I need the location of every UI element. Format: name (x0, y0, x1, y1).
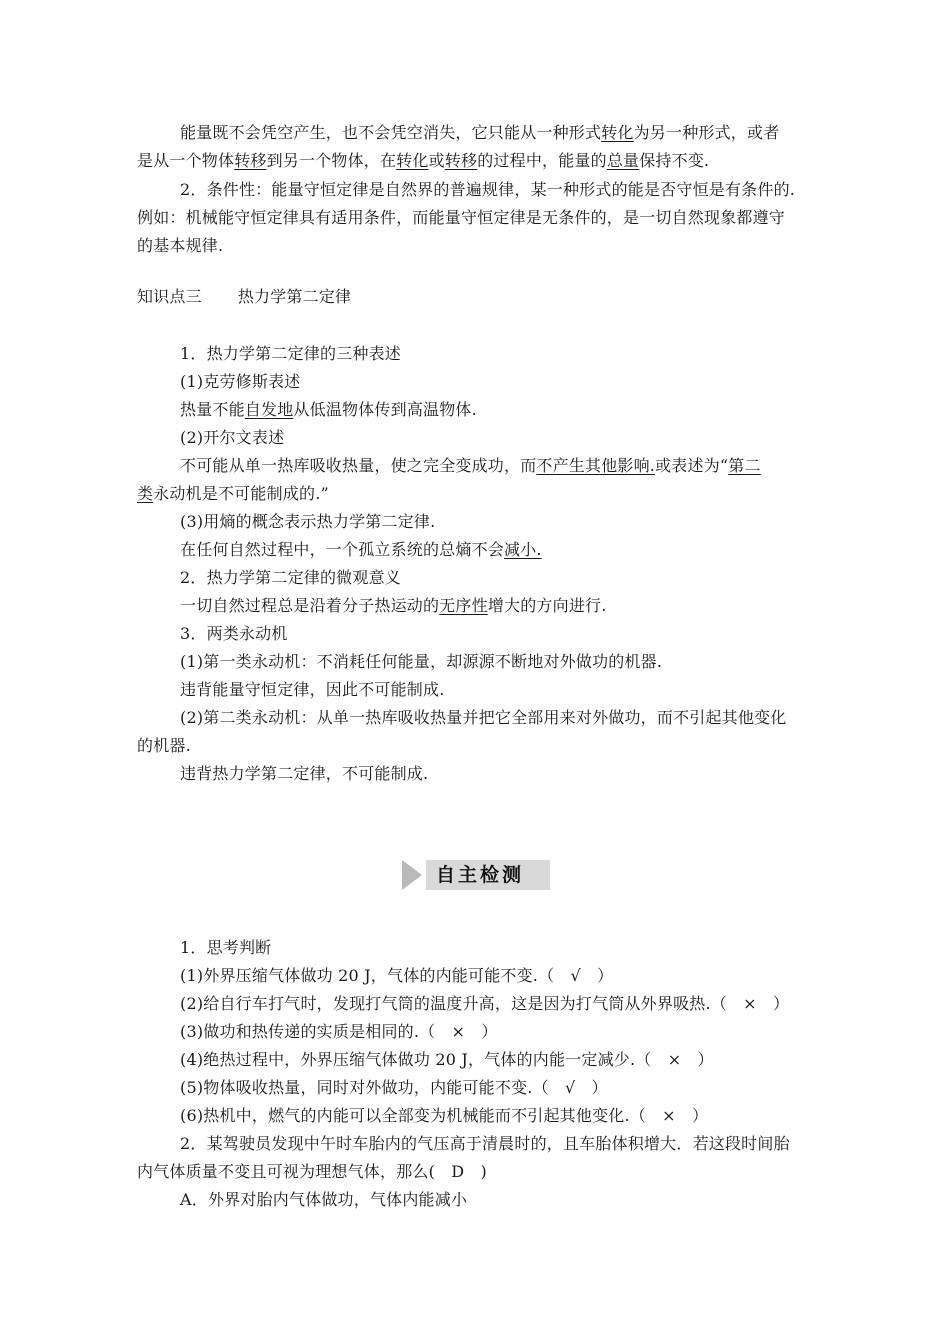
list-item: 3．两类永动机 (180, 624, 288, 643)
paragraph-line (180, 540, 542, 560)
paragraph-line: 违背能量守恒定律，因此不可能制成. (180, 680, 445, 699)
paragraph-line (137, 151, 709, 171)
text: 或表述为“ (655, 456, 729, 475)
text: 为另一种形式，或者 (633, 123, 780, 142)
text: 保持不变. (639, 151, 710, 170)
question-item: (2)给自行车打气时，发现打气筒的温度升高，这是因为打气筒从外界吸热.（ × ） (180, 994, 790, 1013)
arrow-icon (402, 860, 422, 890)
paragraph-line (180, 456, 761, 476)
list-item: 2．热力学第二定律的微观意义 (180, 568, 401, 587)
text: 到另一个物体，在 (266, 151, 397, 170)
underlined-text: 转移 (444, 151, 478, 170)
text: 从低温物体传到高温物体. (293, 400, 477, 419)
underlined-text: 无序性 (439, 596, 488, 615)
paragraph-line: 违背热力学第二定律，不可能制成. (180, 764, 429, 783)
question-item: (4)绝热过程中，外界压缩气体做功 20 J，气体的内能一定减少.（ × ） (180, 1050, 714, 1069)
underlined-text: 不产生其他影响. (536, 456, 656, 475)
paragraph-line (137, 484, 329, 504)
question-item: 2．某驾驶员发现中午时车胎内的气压高于清晨时的，且车胎体积增大．若这段时间胎 (180, 1134, 790, 1153)
paragraph-line: 的基本规律. (137, 236, 224, 255)
paragraph-line: 例如：机械能守恒定律具有适用条件，而能量守恒定律是无条件的，是一切自然现象都遵守 (137, 208, 786, 227)
paragraph-line: 2．条件性：能量守恒定律是自然界的普遍规律，某一种形式的能是否守恒是有条件的. (180, 180, 796, 199)
text: 在任何自然过程中，一个孤立系统的总熵不会 (180, 540, 505, 559)
text: 或 (428, 151, 445, 170)
question-item: (1)外界压缩气体做功 20 J，气体的内能可能不变.（ √ ） (180, 966, 614, 985)
underlined-text: 类 (137, 484, 154, 503)
banner-title: 自主检测 (436, 864, 525, 886)
underlined-text: 转化 (601, 123, 634, 142)
text: 不可能从单一热库吸收热量，使之完全变成功，而 (180, 456, 537, 475)
section-banner (402, 860, 550, 890)
section-label: 知识点三 (137, 287, 202, 306)
paragraph-line: 内气体质量不变且可视为理想气体，那么( D ) (137, 1162, 487, 1181)
text: 是从一个物体 (137, 151, 235, 170)
list-item: (3)用熵的概念表示热力学第二定律. (180, 512, 436, 531)
text: 的过程中，能量的 (477, 151, 607, 170)
text: 增大的方向进行. (487, 596, 607, 615)
list-item: 1．思考判断 (180, 938, 272, 957)
text: 热量不能 (180, 400, 245, 419)
underlined-text: 转化 (396, 151, 429, 170)
question-item: (5)物体吸收热量，同时对外做功，内能可能不变.（ √ ） (180, 1078, 608, 1097)
paragraph-line (180, 400, 477, 420)
list-item: 1．热力学第二定律的三种表述 (180, 344, 401, 363)
text: 一切自然过程总是沿着分子热运动的 (180, 596, 440, 615)
list-item: (1)克劳修斯表述 (180, 372, 301, 391)
underlined-text: 转移 (234, 151, 267, 170)
underlined-text: 自发地 (244, 400, 294, 419)
list-item: (2)开尔文表述 (180, 428, 285, 447)
paragraph-line (180, 596, 607, 616)
paragraph-line: 的机器. (137, 736, 191, 755)
section-heading (137, 287, 351, 307)
question-item: (6)热机中，燃气的内能可以全部变为机械能而不引起其他变化.（ × ） (180, 1106, 709, 1125)
answer-option: A．外界对胎内气体做功，气体内能减小 (180, 1190, 468, 1209)
paragraph-line (180, 123, 779, 143)
section-title: 热力学第二定律 (237, 287, 352, 306)
underlined-text: 总量 (606, 151, 640, 170)
text: 永动机是不可能制成的.” (153, 484, 329, 503)
text: 能量既不会凭空产生，也不会凭空消失，它只能从一种形式 (180, 123, 602, 142)
list-item: (2)第二类永动机：从单一热库吸收热量并把它全部用来对外做功，而不引起其他变化 (180, 708, 787, 727)
underlined-text: 减小. (504, 540, 542, 559)
list-item: (1)第一类永动机：不消耗任何能量，却源源不断地对外做功的机器. (180, 652, 663, 671)
question-item: (3)做功和热传递的实质是相同的.（ × ） (180, 1022, 498, 1041)
underlined-text: 第二 (728, 456, 761, 475)
